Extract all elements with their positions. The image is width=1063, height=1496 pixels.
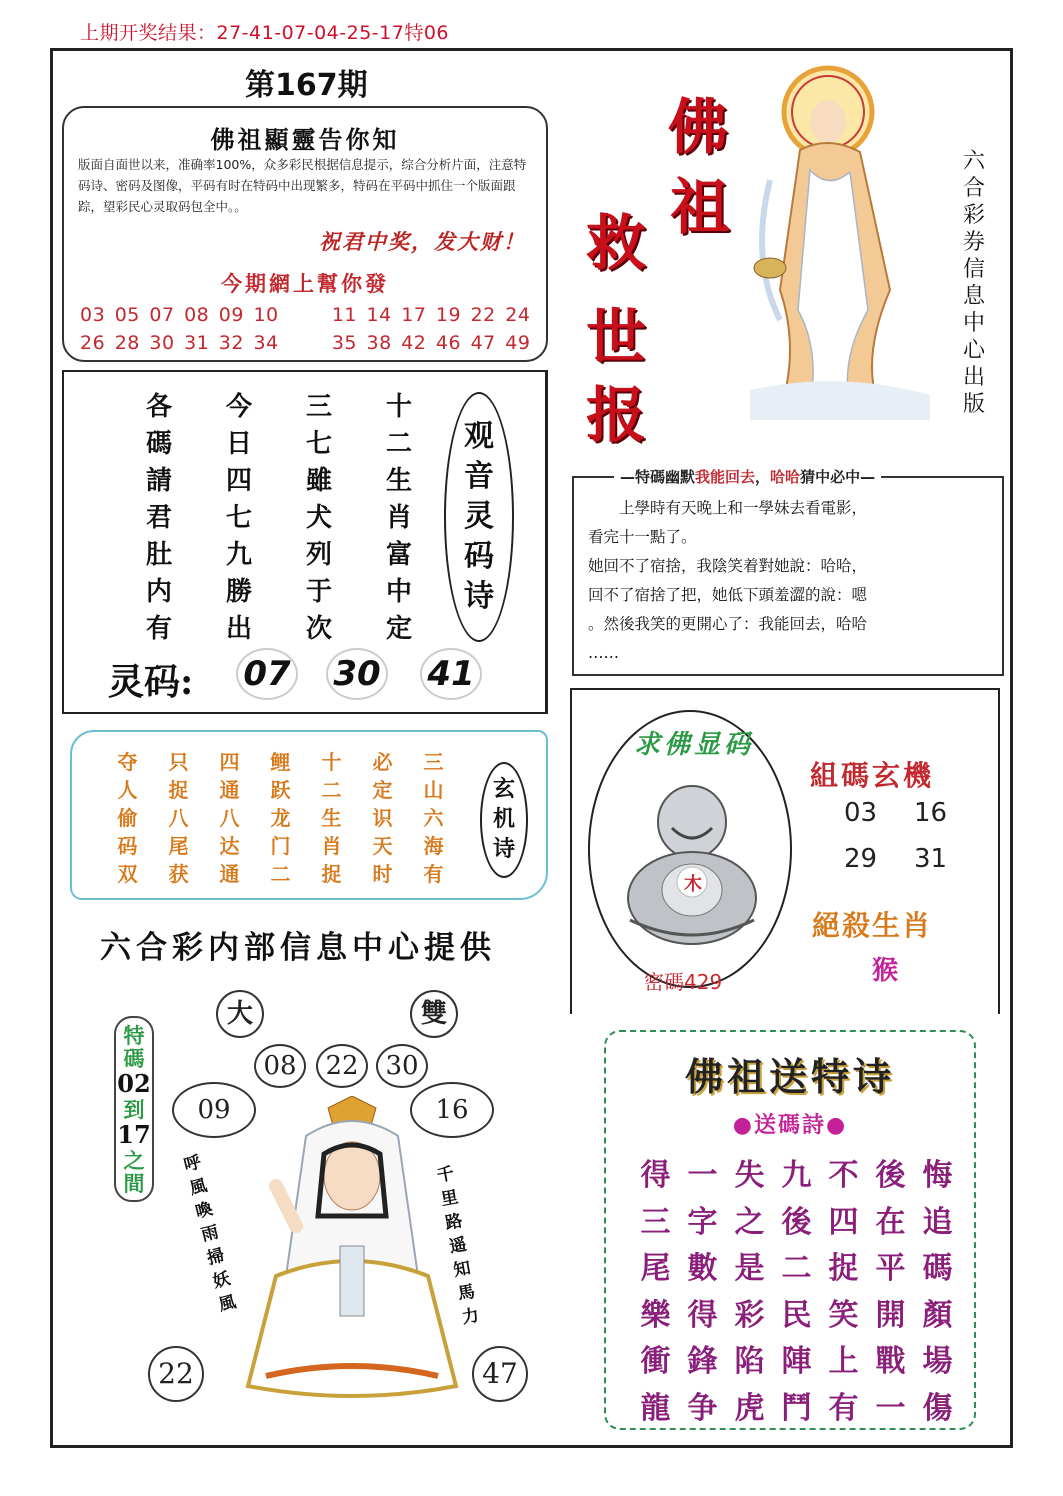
song-char: 四: [828, 1204, 859, 1240]
number: 19: [435, 304, 462, 326]
xuanji-char: 达: [219, 834, 240, 858]
issue-number: 第167期: [245, 68, 368, 103]
song-subtitle: ●送碼詩●: [732, 1113, 848, 1138]
arc-number: 22: [316, 1044, 368, 1088]
tema-label: 特: [123, 1023, 145, 1048]
verse-char: 風: [187, 1175, 210, 1200]
arc-number: 30: [376, 1044, 428, 1088]
joke-header-highlight: 哈哈: [770, 468, 801, 486]
xuanji-title-char: 玄: [492, 777, 515, 802]
poem-char: 各: [145, 392, 172, 422]
song-char: 捉: [828, 1251, 859, 1286]
lingma-number: 41: [420, 648, 482, 700]
joke-header-comma: ，: [755, 468, 771, 486]
poem-char: 定: [385, 614, 412, 644]
poem-char: 肚: [145, 540, 172, 570]
number: 46: [435, 332, 462, 354]
song-char: 鬥: [781, 1390, 812, 1426]
song-char: 之: [734, 1204, 765, 1240]
joke-box: [572, 468, 1004, 676]
intro-title: 佛祖顯靈告你知: [210, 125, 400, 154]
intro-body: 版面自面世以来，准确率100%，众多彩民根据信息提示，综合分析片面，注意特码诗、密码及图像，平码有时在特码中出现繁多，特码在平码中抓住一个版面跟踪，望彩民心灵取码包全中。。: [78, 157, 527, 214]
xuanji-char: 二: [321, 778, 342, 802]
song-char: 陣: [781, 1344, 812, 1379]
number: 17: [401, 304, 427, 326]
mima-code: 密碼429: [644, 970, 723, 994]
number: 24: [505, 304, 531, 326]
verse-char: 喚: [193, 1198, 215, 1223]
xuanji-char: 夺: [117, 750, 138, 774]
song-grid: [632, 1150, 961, 1429]
zuma-number: 31: [914, 844, 948, 874]
song-char: 九: [781, 1158, 812, 1193]
joke-header: —特碼幽默我能回去，哈哈猜中必中—: [614, 466, 881, 487]
song-char: 尾: [640, 1251, 671, 1286]
bottom-right-number: 47: [472, 1346, 528, 1402]
poem-char: 三: [305, 392, 332, 422]
number: 38: [366, 332, 392, 354]
joke-line: 看完十一點了。: [588, 528, 697, 546]
joke-line: ……: [588, 644, 619, 662]
xuanji-poem-box: [70, 730, 548, 900]
xuanji-char: 捉: [168, 778, 189, 802]
verse-char: 妖: [210, 1268, 233, 1293]
poem-char: 七: [225, 503, 252, 533]
xuanji-char: 尾: [168, 834, 189, 858]
double-circle: 雙: [410, 990, 458, 1038]
zuma-number: 16: [914, 798, 948, 828]
number-row-2: [80, 332, 540, 354]
verse-char: 掃: [205, 1245, 227, 1270]
poem-char: 四: [225, 466, 252, 496]
zuma-box: [570, 688, 1000, 1014]
zuma-numbers: [844, 798, 984, 890]
number: 26: [80, 332, 106, 354]
big-circle: 大: [216, 990, 264, 1038]
right-oval-number: 16: [410, 1082, 494, 1138]
poem-char: 請: [145, 466, 172, 496]
number: 07: [149, 304, 175, 326]
song-char: 鋒: [687, 1344, 718, 1379]
poem-title-char: 码: [464, 539, 494, 574]
poem-char: 君: [145, 503, 172, 533]
song-char: 追: [922, 1204, 953, 1240]
laughing-buddha-oval: [588, 710, 792, 994]
poem-title-char: 观: [464, 419, 494, 454]
xuanji-char: 肖: [321, 834, 342, 858]
song-char: 三: [640, 1204, 671, 1240]
element-badge: 木: [684, 874, 702, 895]
song-char: 得: [687, 1297, 718, 1333]
zuma-title: 組碼玄機: [810, 759, 935, 792]
xuanji-char: 生: [321, 806, 342, 830]
xuanji-char: 定: [372, 778, 393, 802]
kill-zodiac-value: 猴: [872, 956, 899, 986]
number: 34: [253, 332, 279, 354]
song-char: 在: [875, 1204, 906, 1240]
lingma-number: 07: [236, 648, 298, 700]
joke-line: 她回不了宿捨，我陰笑着對她說：哈哈，: [588, 557, 868, 575]
xuanji-char: 捉: [321, 862, 342, 886]
number: 09: [218, 304, 244, 326]
tema-to-word: 到: [123, 1097, 145, 1122]
guanyin-seated-illustration: [236, 1096, 468, 1406]
poem-char: 日: [225, 429, 252, 459]
xuanji-char: 双: [117, 862, 138, 886]
verse-char: 里: [439, 1187, 460, 1211]
tema-from: 02: [117, 1069, 151, 1098]
intro-subtitle: 今期網上幫你發: [221, 272, 389, 296]
tema-range-box: [114, 1016, 154, 1202]
xuanji-char: 获: [168, 862, 189, 886]
poem-oval-title: [444, 392, 514, 642]
xuanji-char: 十: [321, 750, 342, 774]
number: 22: [470, 304, 496, 326]
poem-char: 肖: [385, 503, 412, 533]
title-char: 救: [586, 209, 646, 279]
tema-to: 17: [117, 1120, 151, 1149]
song-char: 一: [687, 1158, 718, 1193]
xuanji-char: 三: [423, 750, 444, 774]
verse-char: 千: [435, 1163, 456, 1187]
song-char: 陷: [734, 1344, 765, 1379]
poem-char: 出: [225, 614, 252, 644]
song-char: 失: [734, 1158, 765, 1193]
number: 28: [114, 332, 140, 354]
zuma-arc-text: 求佛显码: [634, 730, 755, 760]
song-char: 碼: [922, 1251, 953, 1286]
xuanji-char: 偷: [117, 806, 138, 830]
number: 05: [114, 304, 140, 326]
lingma-label: 灵码:: [108, 661, 194, 703]
joke-line: 。然後我笑的更開心了：我能回去，哈哈: [588, 615, 868, 633]
xuanji-char: 码: [117, 834, 138, 858]
xuanji-char: 四: [219, 750, 240, 774]
number: 11: [331, 304, 358, 326]
number: 35: [331, 332, 358, 354]
song-char: 虎: [734, 1390, 765, 1426]
poem-char: 十: [385, 392, 412, 422]
verse-char: 雨: [199, 1222, 221, 1246]
poem-char: 富: [385, 540, 412, 570]
intro-box: [62, 106, 548, 362]
lingma-number: 30: [326, 648, 388, 700]
xuanji-char: 海: [423, 834, 444, 858]
verse-char: 知: [452, 1258, 473, 1281]
xuanji-char: 八: [219, 806, 240, 830]
guanyin-poem-box: [62, 370, 548, 714]
laughing-buddha-illustration: [612, 770, 772, 950]
xuanji-char: 天: [372, 834, 393, 858]
song-char: 衝: [640, 1344, 671, 1379]
song-char: 顏: [922, 1297, 953, 1333]
last-result-banner: 上期开奖结果：27-41-07-04-25-17特06: [80, 22, 450, 44]
poem-grid: [119, 386, 439, 645]
song-char: 龍: [640, 1390, 671, 1426]
joke-header-suffix: 猜中必中: [800, 468, 861, 486]
song-char: 數: [687, 1251, 718, 1286]
song-char: 平: [875, 1251, 906, 1286]
poem-char: 中: [385, 577, 412, 607]
song-char: 彩: [734, 1297, 765, 1333]
song-char: 得: [640, 1158, 671, 1193]
verse-char: 風: [216, 1292, 239, 1316]
poem-char: 列: [305, 540, 332, 570]
xuanji-char: 必: [372, 750, 393, 774]
number: 31: [184, 332, 210, 354]
song-char: 民: [781, 1297, 812, 1333]
poem-char: 于: [305, 577, 332, 607]
poem-char: 今: [225, 392, 252, 422]
xuanji-char: 有: [423, 862, 444, 886]
song-poem-box: [604, 1030, 976, 1430]
song-char: 一: [875, 1390, 906, 1426]
joke-line: 回不了宿捨了把，她低下頭羞澀的說：嗯: [588, 586, 868, 604]
xuanji-title-char: 机: [492, 807, 515, 832]
number: 32: [218, 332, 244, 354]
poem-title-char: 灵: [464, 499, 494, 534]
verse-char: 力: [460, 1305, 481, 1329]
title-char: 佛: [668, 93, 728, 163]
number: 47: [470, 332, 496, 354]
arc-number: 08: [254, 1044, 306, 1088]
xuanji-char: 八: [168, 806, 189, 830]
poem-char: 碼: [145, 429, 172, 459]
song-char: 笑: [828, 1297, 859, 1333]
number-row-1: [80, 304, 540, 326]
zuma-number: 03: [844, 798, 878, 828]
bottom-left-number: 22: [148, 1346, 204, 1402]
provider-line: 六合彩内部信息中心提供: [100, 930, 496, 966]
xuanji-char: 六: [423, 806, 444, 830]
xuanji-title-char: 诗: [492, 837, 515, 862]
song-char: 二: [781, 1251, 812, 1286]
verse-char: 呼: [181, 1152, 204, 1176]
poem-char: 二: [385, 429, 412, 459]
tema-label: 碼: [123, 1046, 145, 1071]
poem-title-char: 诗: [464, 579, 494, 614]
song-char: 悔: [922, 1158, 953, 1193]
xuanji-char: 门: [270, 834, 291, 858]
number: 42: [401, 332, 427, 354]
tema-label: 之: [123, 1148, 145, 1173]
xuanji-char: 识: [372, 806, 393, 830]
song-char: 字: [687, 1204, 718, 1240]
poem-char: 七: [305, 429, 332, 459]
song-char: 是: [734, 1251, 765, 1286]
poem-char: 有: [145, 614, 172, 644]
xuanji-char: 时: [372, 862, 393, 886]
number: 14: [366, 304, 392, 326]
left-oval-number: 09: [172, 1082, 256, 1138]
xuanji-grid: [102, 746, 459, 886]
verse-char: 馬: [456, 1281, 477, 1305]
poem-title-char: 音: [464, 459, 494, 494]
number: 49: [505, 332, 531, 354]
zuma-number: 29: [844, 844, 878, 874]
song-char: 後: [875, 1158, 906, 1193]
xuanji-char: 只: [168, 750, 189, 774]
joke-header-prefix: 特碼幽默: [635, 468, 696, 486]
title-char: 世: [586, 303, 646, 373]
song-char: 有: [828, 1390, 859, 1426]
poem-char: 九: [225, 540, 252, 570]
verse-char: 路: [443, 1211, 464, 1234]
title-char: 报: [586, 381, 646, 451]
xuanji-oval-title: [480, 762, 528, 878]
xuanji-char: 二: [270, 862, 291, 886]
xuanji-char: 人: [117, 778, 138, 802]
publisher-vertical: 六合彩券信息中心出版: [962, 149, 985, 417]
verse-char: 遥: [447, 1234, 469, 1258]
poem-char: 内: [145, 577, 172, 607]
joke-header-highlight: 我能回去: [695, 468, 756, 486]
xuanji-char: 山: [423, 778, 444, 802]
number: 30: [149, 332, 175, 354]
poem-char: 犬: [305, 503, 332, 533]
tema-label: 間: [123, 1171, 145, 1196]
xuanji-char: 鲤: [270, 750, 291, 774]
poem-char: 生: [385, 466, 412, 496]
song-char: 場: [922, 1344, 953, 1379]
xuanji-char: 通: [219, 778, 240, 802]
number: 03: [80, 304, 106, 326]
poem-char: 勝: [225, 577, 252, 607]
xuanji-char: 通: [219, 862, 240, 886]
song-char: 戰: [875, 1344, 906, 1379]
poem-char: 次: [305, 614, 332, 644]
song-char: 後: [781, 1204, 812, 1240]
song-char: 不: [828, 1158, 859, 1193]
title-char: 祖: [670, 173, 730, 243]
xuanji-char: 龙: [270, 806, 291, 830]
intro-blessing: 祝君中奖，发大财！: [319, 230, 526, 254]
guanyin-standing-illustration: [740, 60, 940, 420]
song-char: 争: [687, 1390, 718, 1426]
xuanji-char: 跃: [270, 778, 291, 802]
song-char: 樂: [640, 1297, 671, 1333]
song-char: 傷: [922, 1390, 953, 1426]
joke-line: 上學時有天晚上和一學妹去看電影，: [588, 499, 868, 517]
song-char: 上: [828, 1344, 859, 1379]
kill-zodiac-title: 絕殺生肖: [812, 909, 933, 942]
song-title: 佛祖送特诗: [684, 1054, 895, 1099]
song-char: 開: [875, 1297, 906, 1333]
joke-body: [588, 494, 996, 668]
number: 08: [184, 304, 210, 326]
poem-char: 雖: [305, 466, 332, 496]
number: 10: [253, 304, 279, 326]
